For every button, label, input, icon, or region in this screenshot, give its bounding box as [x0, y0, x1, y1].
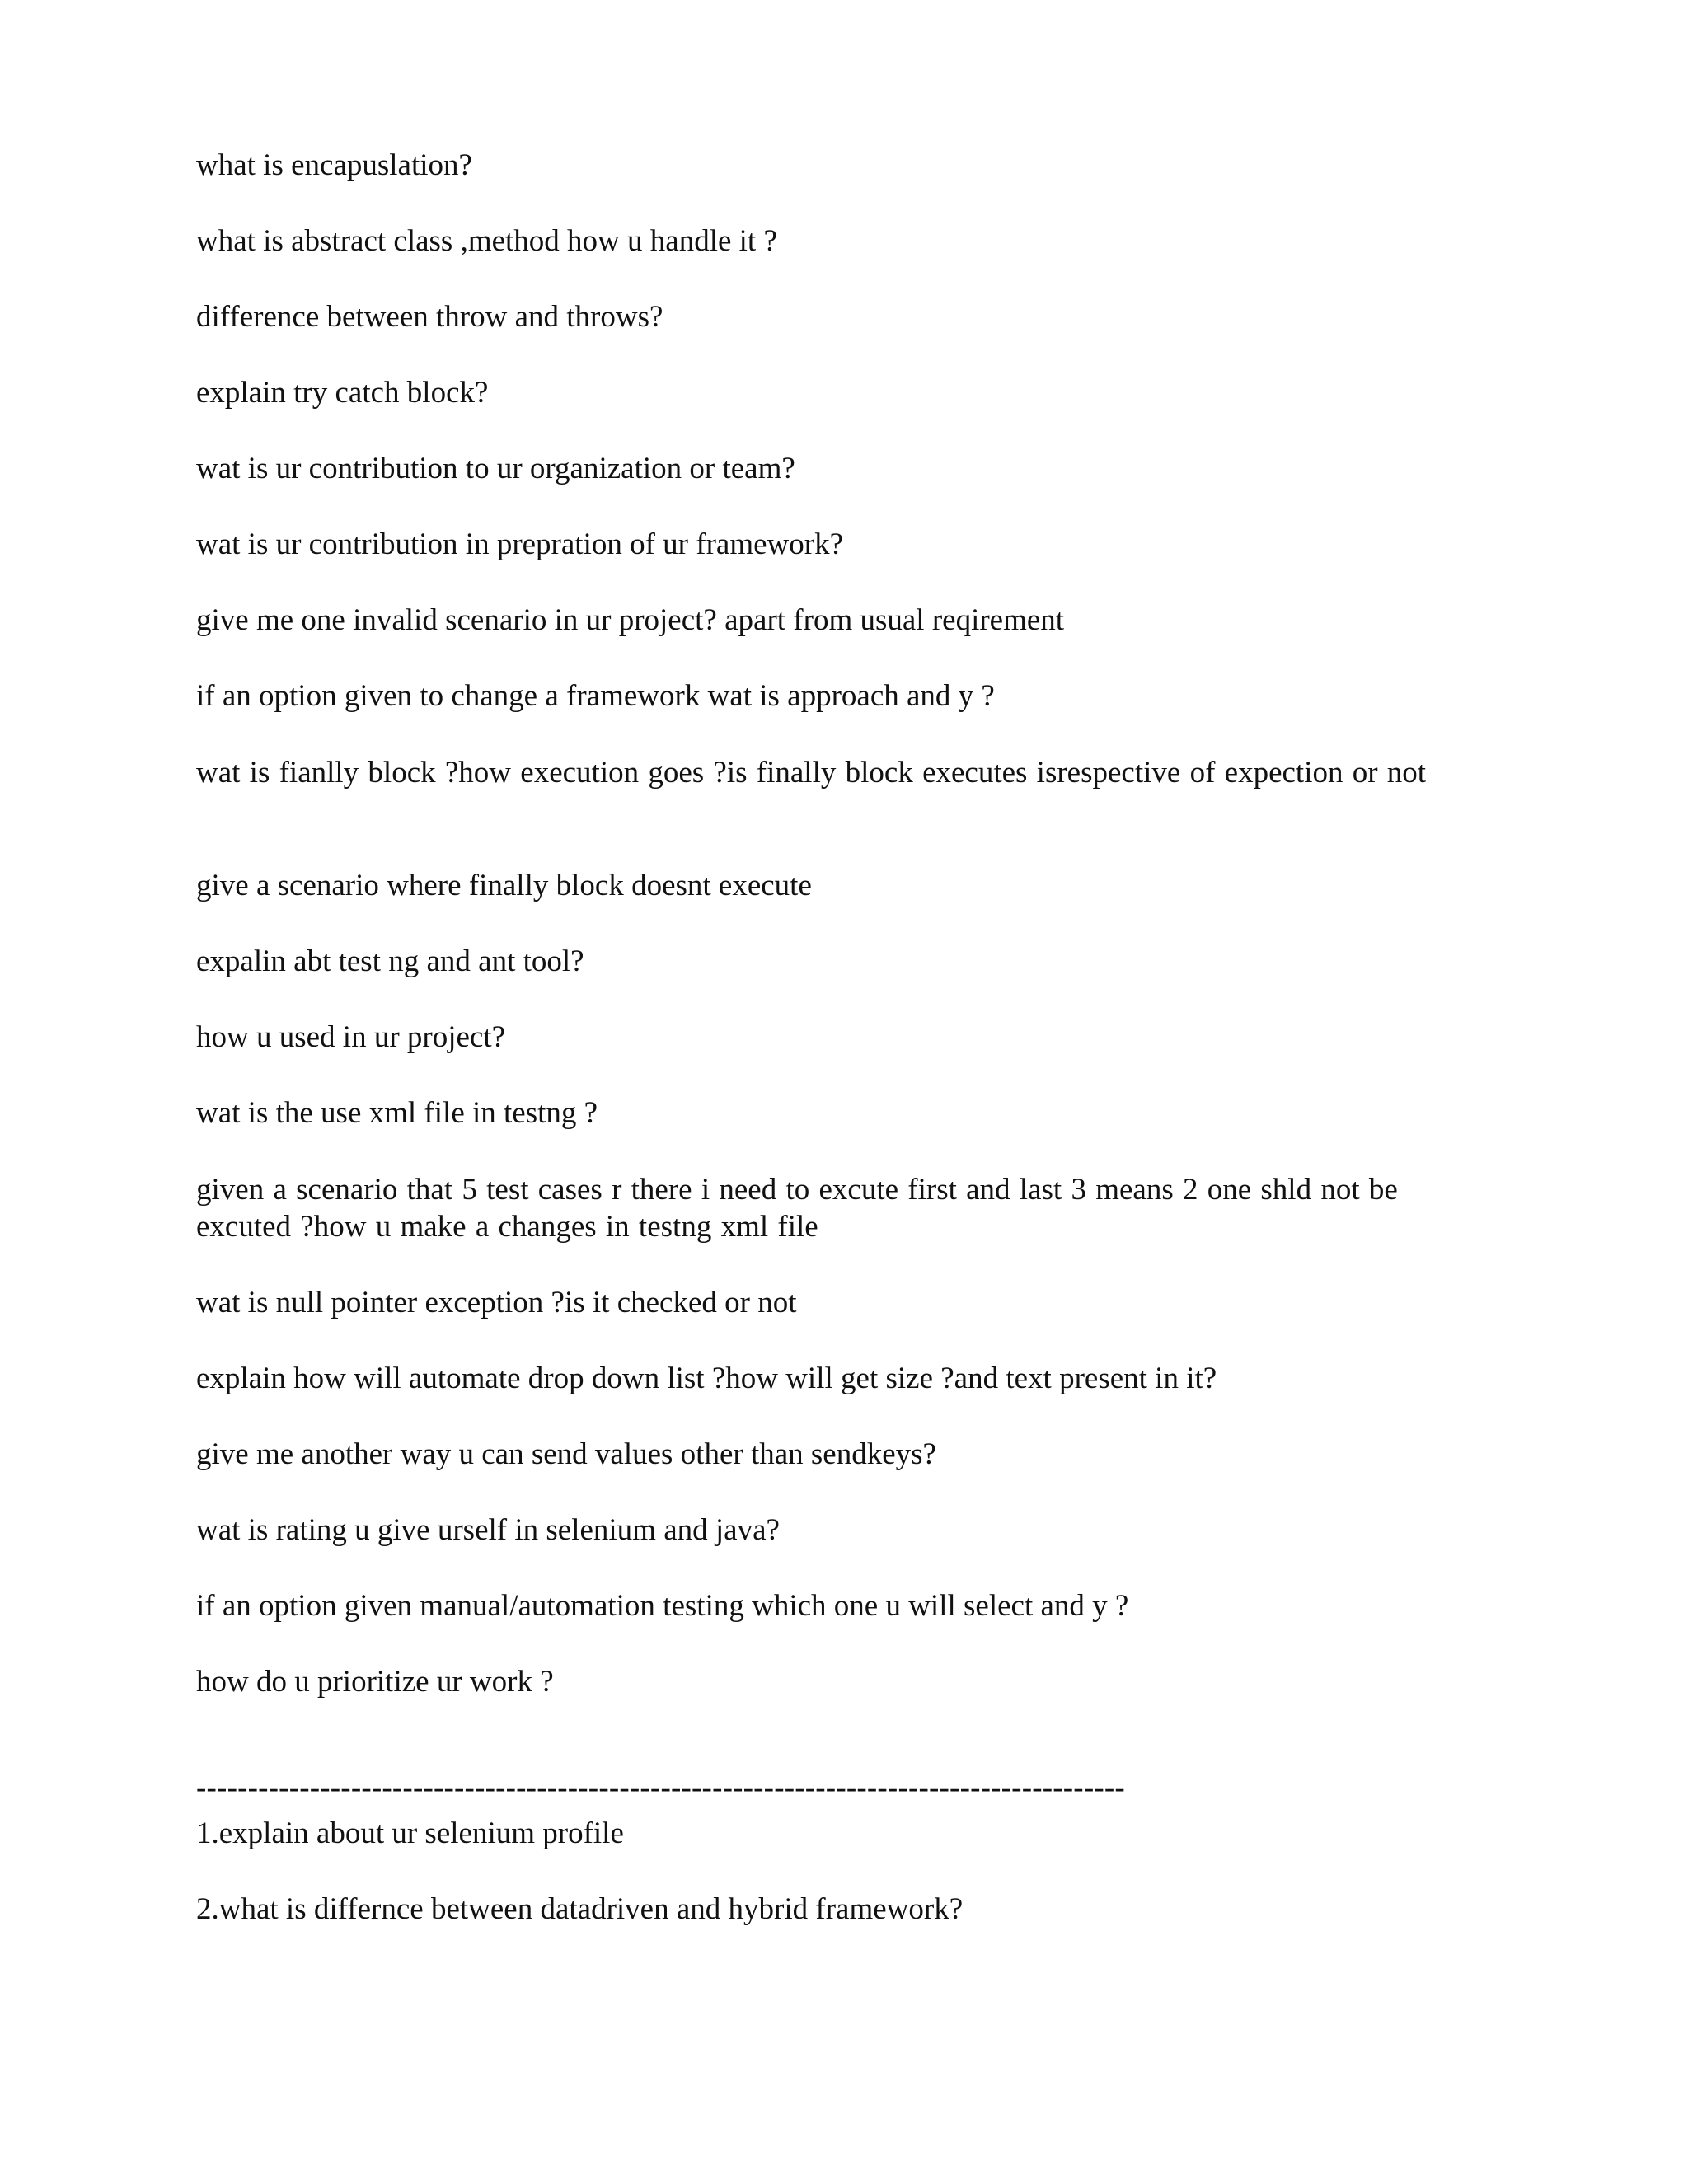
question-line: what is encapuslation?: [196, 148, 472, 182]
question-line: given a scenario that 5 test cases r there i need to excute first and last 3 means 2 one shld not be excuted ?how u make a changes in testng xml file: [196, 1173, 1398, 1244]
question-line: wat is rating u give urself in selenium and java?: [196, 1513, 780, 1547]
question-line: what is abstract class ,method how u handle it ?: [196, 224, 777, 258]
question-line: how u used in ur project?: [196, 1020, 506, 1054]
question-line: give me one invalid scenario in ur project? apart from usual reqirement: [196, 603, 1065, 637]
question-line: wat is ur contribution in prepration of ur framework?: [196, 527, 843, 561]
separator-line: ------------------------------------------------------------------------------------------: [196, 1771, 1125, 1805]
question-line: wat is null pointer exception ?is it checked or not: [196, 1286, 797, 1319]
question-line: expalin abt test ng and ant tool?: [196, 944, 584, 978]
question-line: explain try catch block?: [196, 376, 489, 410]
question-line: 2.what is differnce between datadriven and hybrid framework?: [196, 1892, 964, 1926]
question-line: wat is fianlly block ?how execution goes ?is finally block executes isrespective of expection or not: [196, 756, 1427, 790]
question-line: give a scenario where finally block doesnt execute: [196, 869, 812, 902]
question-line: wat is ur contribution to ur organization or team?: [196, 452, 795, 485]
question-line: 1.explain about ur selenium profile: [196, 1816, 624, 1850]
question-line: if an option given to change a framework wat is approach and y ?: [196, 679, 995, 713]
question-line: give me another way u can send values other than sendkeys?: [196, 1437, 936, 1471]
question-line: wat is the use xml file in testng ?: [196, 1096, 598, 1130]
question-line: how do u prioritize ur work ?: [196, 1665, 554, 1699]
question-line: difference between throw and throws?: [196, 300, 663, 334]
question-line: if an option given manual/automation testing which one u will select and y ?: [196, 1589, 1129, 1623]
question-line: explain how will automate drop down list ?how will get size ?and text present in it?: [196, 1361, 1217, 1395]
